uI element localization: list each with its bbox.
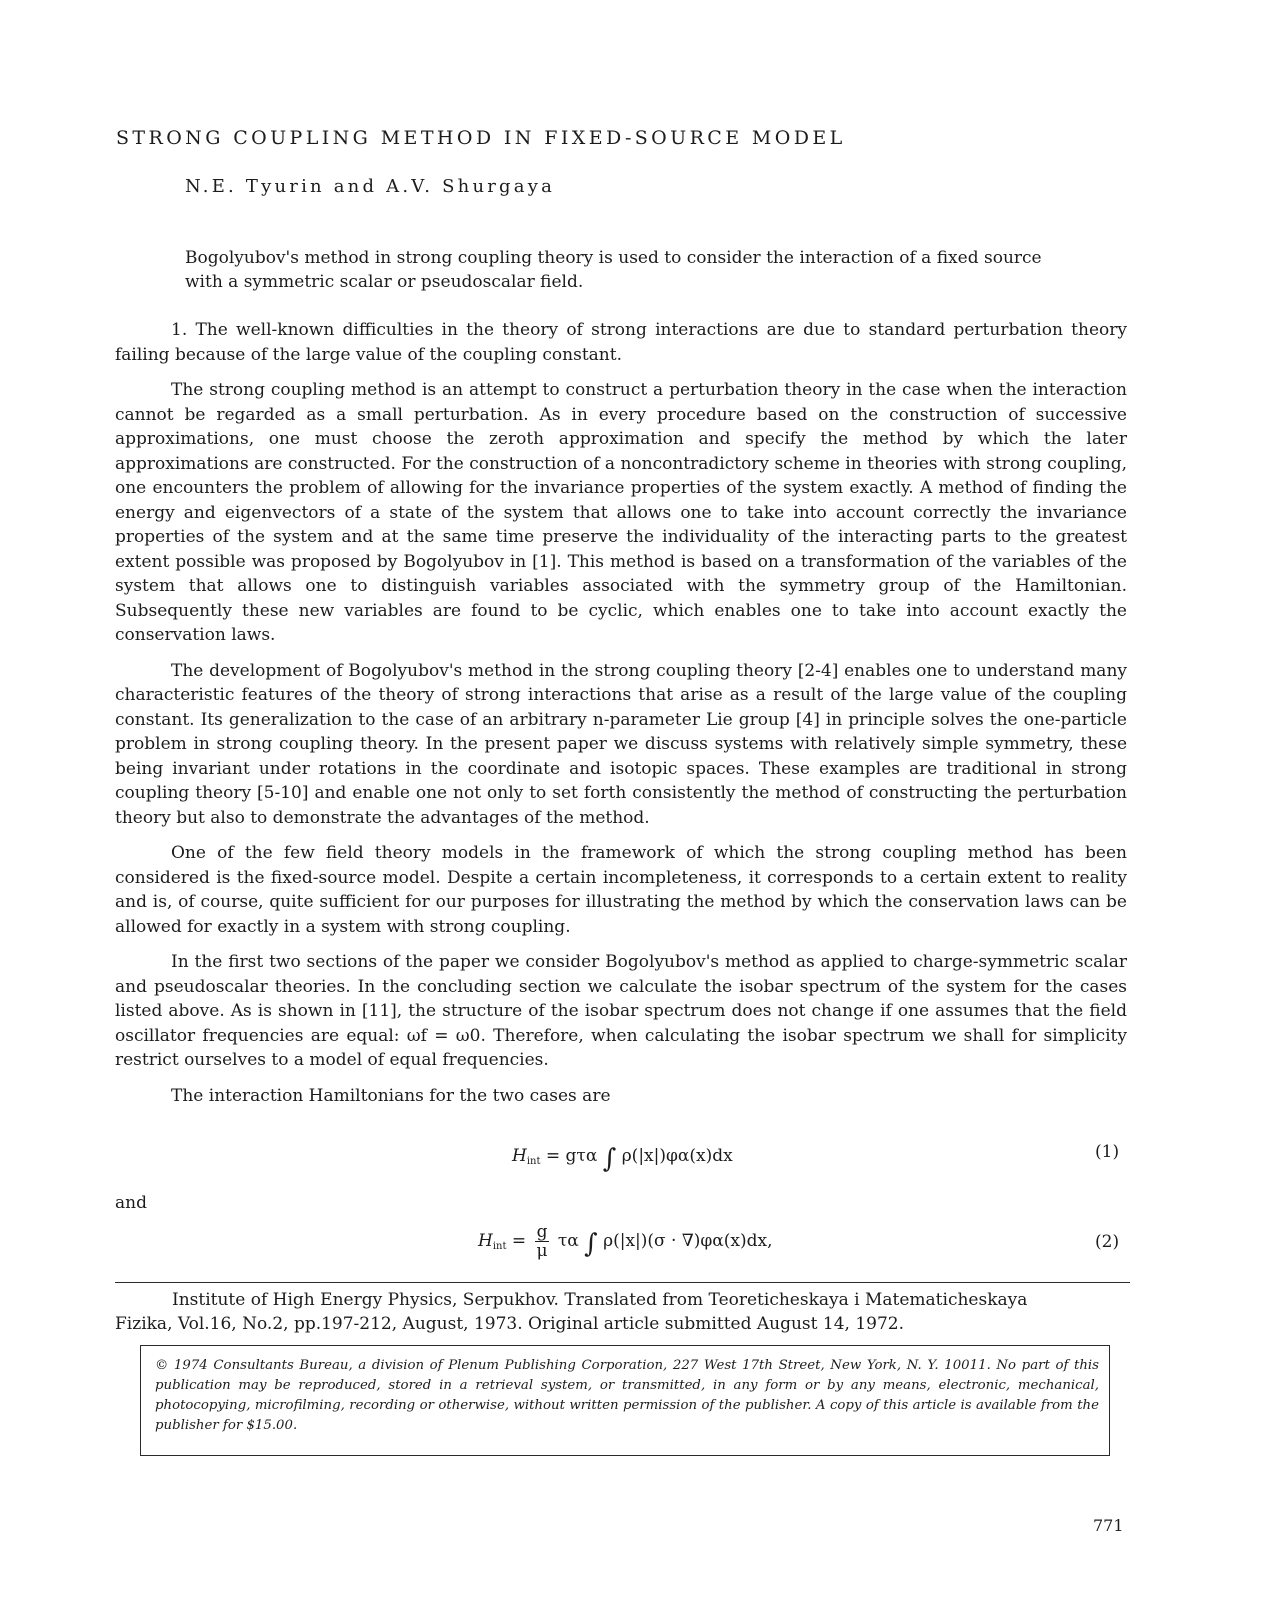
copyright-notice: © 1974 Consultants Bureau, a division of Plenum Publishing Corporation, 227 West 17th Street, New York, N. Y. 10011. No part of this publication may be reproduced, stored in a retrieval system, or transmitted, in any form or by any means, electronic, mechanical, photocopying, microfilming, recording or otherwise, without written permission of the publisher. A copy of this article is available from the publisher for $15.00. (140, 1345, 1110, 1456)
eq1-lhs-sub: int (526, 1156, 541, 1167)
affiliation-footnote (115, 1288, 1125, 1336)
eq1-integral-sign: ∫ (602, 1144, 617, 1174)
eq1-mid: = gτα (545, 1146, 598, 1166)
paper-title: STRONG COUPLING METHOD IN FIXED-SOURCE MODEL (116, 127, 846, 149)
eq2-equals: = (511, 1231, 527, 1251)
footnote-divider (115, 1282, 1130, 1283)
paper-authors: N.E. Tyurin and A.V. Shurgaya (185, 176, 556, 197)
body-paragraph-5: In the first two sections of the paper we consider Bogolyubov's method as applied to charge-symmetric scalar and pseudoscalar theories. In the concluding section we calculate the isobar spectrum of the system for the cases listed above. As is shown in [11], the structure of the isobar spectrum does not change if one assumes that the field oscillator frequencies are equal: ωf = ω0. Therefore, when calculating the isobar spectrum we shall for simplicity restrict ourselves to a model of equal frequencies. (115, 952, 1127, 1070)
eq1-rhs: ρ(|x|)φα(x)dx (621, 1146, 733, 1166)
body-paragraph-1: 1. The well-known difficulties in the theory of strong interactions are due to standard perturbation theory failing because of the large value of the coupling constant. (115, 320, 1127, 365)
eq2-mid: τα (557, 1231, 579, 1251)
eq2-rhs: ρ(|x|)(σ · ∇)φα(x)dx, (603, 1231, 773, 1251)
equation-2 (478, 1223, 772, 1260)
equation-connector: and (115, 1193, 147, 1213)
body-paragraph-6: The interaction Hamiltonians for the two cases are (171, 1085, 611, 1106)
eq2-frac-numerator: g (536, 1222, 548, 1242)
equation-1 (512, 1144, 733, 1174)
body-paragraph-2: The strong coupling method is an attempt to construct a perturbation theory in the case when the interaction cannot be regarded as a small perturbation. As in every procedure based on the construction of successive approximations, one must choose the zeroth approximation and specify the method by which the later approximations are constructed. For the construction of a noncontradictory scheme in theories with strong coupling, one encounters the problem of allowing for the invariance properties of the system exactly. A method of finding the energy and eigenvectors of a state of the system that allows one to take into account correctly the invariance properties of the system and at the same time preserve the individuality of the interacting parts to the greatest extent possible was proposed by Bogolyubov in [1]. This method is based on a transformation of the variables of the system that allows one to distinguish variables associated with the symmetry group of the Hamiltonian. Subsequently these new variables are found to be cyclic, which enables one to take into account exactly the conservation laws. (115, 380, 1127, 645)
eq2-lhs-sub: int (492, 1241, 507, 1252)
eq2-lhs: H (478, 1231, 493, 1251)
eq1-lhs: H (512, 1146, 527, 1166)
eq2-fraction (535, 1223, 550, 1260)
page-number: 771 (1093, 1516, 1124, 1535)
eq2-frac-denominator: μ (536, 1241, 548, 1261)
paper-body (115, 318, 1127, 1119)
paper-abstract: Bogolyubov's method in strong coupling theory is used to consider the interaction of a fixed source with a symmetric scalar or pseudoscalar field. (185, 248, 1042, 292)
eq2-integral-sign: ∫ (584, 1229, 598, 1259)
equation-2-number: (2) (1095, 1232, 1120, 1252)
footnote-line-1: Institute of High Energy Physics, Serpukhov. Translated from Teoreticheskaya i Matematicheskaya (172, 1290, 1028, 1310)
body-paragraph-4: One of the few field theory models in the framework of which the strong coupling method has been considered is the fixed-source model. Despite a certain incompleteness, it corresponds to a certain extent to reality and is, of course, quite sufficient for our purposes for illustrating the method by which the conservation laws can be allowed for exactly in a system with strong coupling. (115, 843, 1127, 937)
equation-1-number: (1) (1095, 1142, 1120, 1162)
body-paragraph-3: The development of Bogolyubov's method in the strong coupling theory [2-4] enables one to understand many characteristic features of the theory of strong interactions that arise as a result of the large value of the coupling constant. Its generalization to the case of an arbitrary n-parameter Lie group [4] in principle solves the one-particle problem in strong coupling theory. In the present paper we discuss systems with relatively simple symmetry, these being invariant under rotations in the coordinate and isotopic spaces. These examples are traditional in strong coupling theory [5-10] and enable one not only to set forth consistently the method of constructing the perturbation theory but also to demonstrate the advantages of the method. (115, 660, 1127, 828)
footnote-line-2: Fizika, Vol.16, No.2, pp.197-212, August, 1973. Original article submitted August 14, 1972. (115, 1314, 904, 1334)
